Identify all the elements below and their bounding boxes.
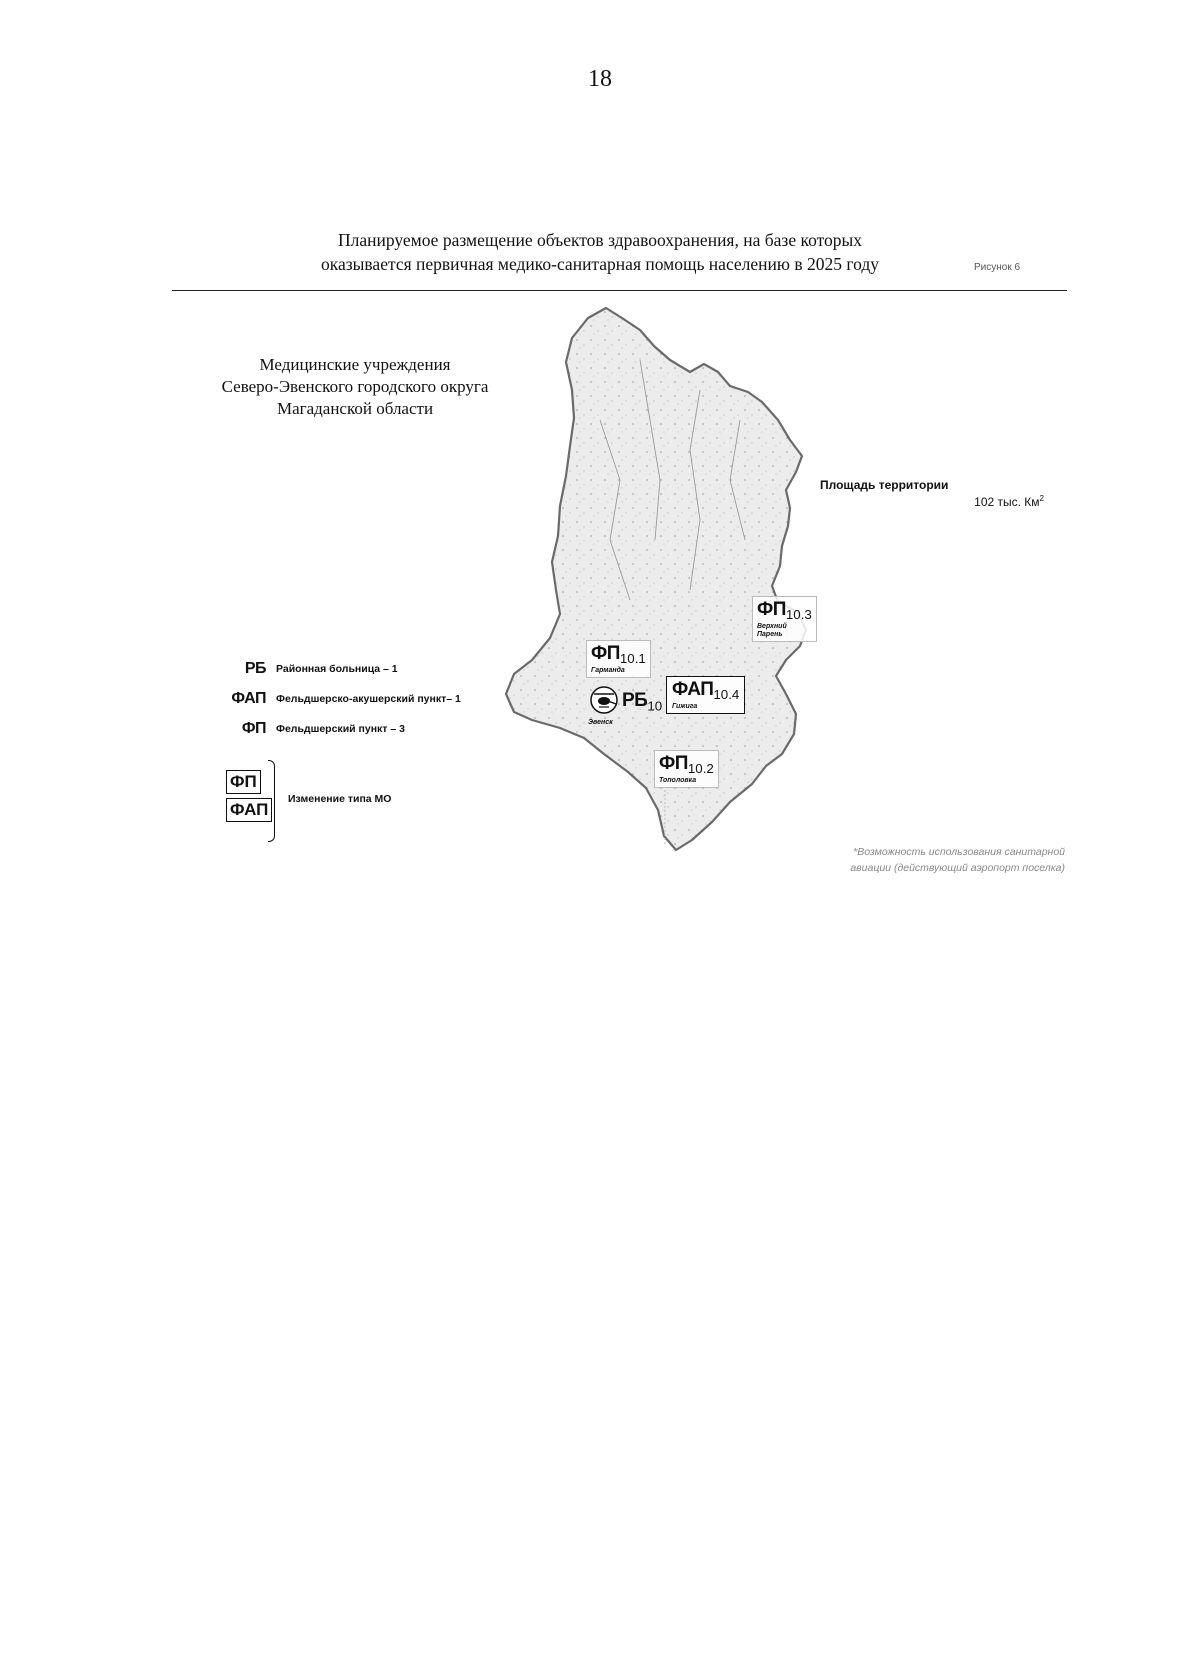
legend-item-fp bbox=[222, 720, 405, 738]
place-name: Эвенск bbox=[588, 719, 613, 726]
legend-bracket bbox=[268, 760, 275, 842]
footnote-line-2: авиации (действующий аэропорт поселка) bbox=[850, 862, 1065, 874]
footnote-line-1: *Возможность использования санитарной bbox=[853, 846, 1065, 858]
place-name: Гижига bbox=[672, 702, 698, 710]
figure-label: Рисунок 6 bbox=[974, 262, 1021, 273]
marker-fp-10-1: $ФП_{10.1}$ Гарманда bbox=[586, 640, 651, 678]
page-number: 18 bbox=[588, 66, 612, 92]
legend-item-fap bbox=[222, 690, 461, 708]
figure-title-line-2: оказывается первичная медико-санитарная помощь населению в 2025 году bbox=[320, 254, 880, 274]
legend-description: Фельдшерско-акушерский пункт– 1 bbox=[276, 693, 461, 705]
territory-area bbox=[820, 478, 1050, 509]
marker-rb-10: $РБ_{10}$ Эвенск bbox=[588, 686, 662, 726]
map-heading-line-3: Магаданской области bbox=[276, 399, 434, 418]
helicopter-icon bbox=[588, 686, 622, 718]
marker-fp-10-2: $ФП_{10.2}$ Тополовка bbox=[654, 750, 719, 788]
map-heading-line-2: Северо-Эвенского городского округа bbox=[221, 377, 489, 396]
legend-box-fap: ФАП bbox=[226, 798, 272, 822]
area-value: 102 тыс. $Км^2$ bbox=[974, 494, 1044, 509]
legend-change-label: Изменение типа МО bbox=[288, 793, 392, 805]
legend-description: Районная больница – 1 bbox=[276, 663, 398, 675]
map-heading bbox=[200, 354, 510, 420]
legend-description: Фельдшерский пункт – 3 bbox=[276, 723, 405, 735]
place-name: Тополовка bbox=[659, 776, 697, 784]
legend-symbol: ФАП bbox=[231, 690, 266, 707]
legend-change-boxes bbox=[226, 770, 272, 826]
figure-title-line-1: Планируемое размещение объектов здравоохранения, на базе которых bbox=[337, 230, 863, 250]
marker-fp-10-3: $ФП_{10.3}$ Верхний Парень bbox=[752, 596, 817, 642]
place-name: Верхний bbox=[757, 622, 787, 630]
area-label: Площадь территории bbox=[820, 478, 949, 492]
legend-item-rb bbox=[222, 660, 398, 678]
legend-symbol: ФП bbox=[241, 720, 266, 737]
place-name-line-2: Парень bbox=[757, 630, 783, 638]
legend-symbol: РБ bbox=[244, 660, 266, 677]
marker-fap-10-4: $ФАП_{10.4}$ Гижига bbox=[666, 676, 745, 714]
place-name: Гарманда bbox=[591, 666, 625, 674]
map-footnote bbox=[775, 844, 1065, 876]
map-heading-line-1: Медицинские учреждения bbox=[259, 355, 451, 374]
legend-box-fp: ФП bbox=[226, 770, 261, 794]
